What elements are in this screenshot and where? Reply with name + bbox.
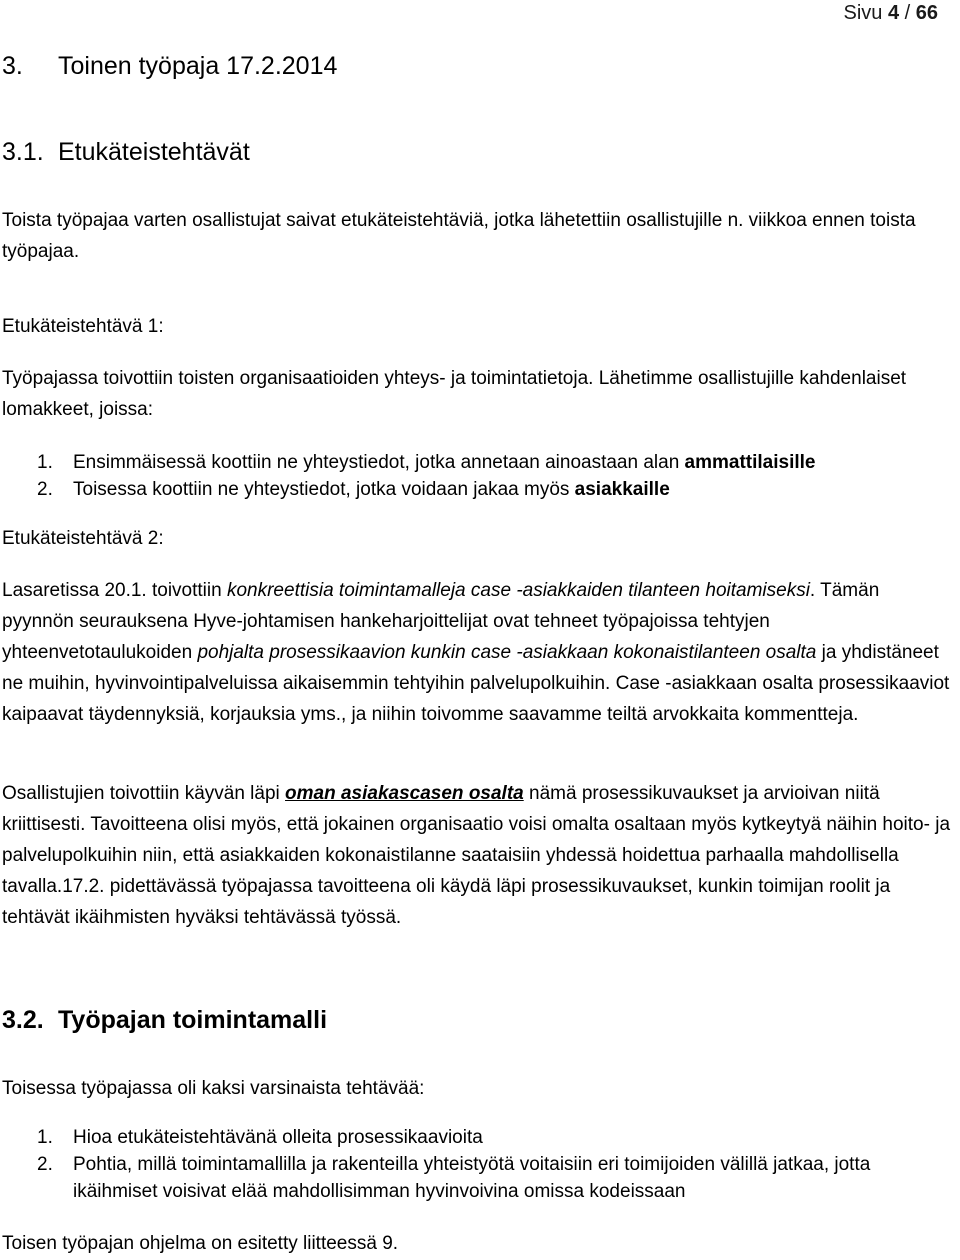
list-number: 1.	[37, 452, 53, 473]
emphasis-run: oman asiakascasen osalta	[285, 783, 524, 804]
list-text: Toisessa koottiin ne yhteystiedot, jotka voidaan jakaa myös	[73, 479, 575, 500]
intro-paragraph: Toista työpajaa varten osallistujat saivat etukäteistehtäviä, jotka lähetettiin osallistujille n. viikkoa ennen toista työpajaa.	[2, 210, 916, 262]
list-bold-word: asiakkaille	[574, 479, 670, 500]
list-text: Pohtia, millä toimintamallilla ja rakenteilla yhteistyötä voitaisiin eri toimijoiden välillä jatkaa, jotta ikäihmiset voisivat elää mahdollisimman hyvinvoivina omissa kodeissaan	[73, 1154, 871, 1202]
task-list-item	[37, 1124, 952, 1151]
task-2-paragraph-1	[2, 575, 952, 730]
text-run: nämä prosessikuvaukset ja arvioivan niitä kriittisesti. Tavoitteena olisi myös, että jokainen organisaatio voisi omalta osaltaan myös kytkeytyä näihin hoito- ja palvelupolkuihin niin, että asiakkaiden kokonaistilanne saataisiin yhdessä hoidettua parhaalla mahdollisella tavalla.17.2. pidettävässä työpajassa tavoitteena oli käydä läpi prosessikuvaukset, kunkin toimijan roolit ja tehtävät ikäihmisten hyväksi tehtävässä työssä.	[2, 783, 951, 928]
list-bold-word: ammattilaisille	[684, 452, 816, 473]
page-number: 4	[887, 2, 900, 24]
italic-run: pohjalta prosessikaavion kunkin case -asiakkaan kokonaistilanteen osalta	[197, 642, 817, 663]
list-number: 2.	[37, 1154, 53, 1175]
section-number: 3.2.	[2, 1006, 44, 1034]
task-list-item	[37, 1151, 952, 1205]
text-run: Osallistujien toivottiin käyvän läpi	[2, 783, 286, 804]
page-separator: /	[899, 2, 916, 24]
text-run: . Tämän pyynnön seurauksena Hyve-johtamisen hankeharjoittelijat ovat tehneet työpajoissa tehtyjen yhteenvetotaulukoiden	[2, 580, 880, 663]
section-title: Työpajan toimintamalli	[58, 1006, 328, 1034]
task-1-list-item	[37, 476, 952, 503]
page-total: 66	[915, 2, 938, 24]
section-3-2-heading	[2, 1006, 327, 1035]
page-word: Sivu	[843, 2, 883, 24]
section-title: Etukäteistehtävät	[58, 138, 250, 166]
list-number: 2.	[37, 479, 53, 500]
task-1-paragraph: Työpajassa toivottiin toisten organisaatioiden yhteys- ja toimintatietoja. Lähetimme osallistujille kahdenlaiset lomakkeet, joissa:	[2, 368, 907, 420]
list-number: 1.	[37, 1127, 53, 1148]
task-2-paragraph-2	[2, 778, 952, 933]
list-text: Hioa etukäteistehtävänä olleita prosessikaavioita	[73, 1127, 483, 1148]
section-3-2-intro: Toisessa työpajassa oli kaksi varsinaista tehtävää:	[2, 1078, 425, 1099]
italic-run: konkreettisia toimintamalleja case -asiakkaiden tilanteen hoitamiseksi	[226, 580, 810, 601]
section-number: 3.	[2, 52, 23, 80]
page-counter	[843, 2, 938, 25]
task-1-list-item	[37, 449, 952, 476]
list-text: Ensimmäisessä koottiin ne yhteystiedot, jotka annetaan ainoastaan alan	[73, 452, 685, 473]
section-title: Toinen työpaja 17.2.2014	[58, 52, 338, 80]
section-3-1-heading	[2, 138, 250, 167]
text-run: Lasaretissa 20.1. toivottiin	[2, 580, 227, 601]
appendix-note: Toisen työpajan ohjelma on esitetty liitteessä 9.	[2, 1233, 399, 1254]
task-1-heading: Etukäteistehtävä 1:	[2, 316, 164, 337]
section-number: 3.1.	[2, 138, 44, 166]
text-run: ja yhdistäneet ne muihin, hyvinvointipalveluissa aikaisemmin tehtyihin palvelupolkuihin. Case -asiakkaan osalta prosessikaaviot kaipaavat täydennyksiä, korjauksia yms., ja niihin toivomme saavamme teiltä arvokkaita kommentteja.	[2, 642, 950, 725]
section-3-heading	[2, 52, 337, 81]
task-2-heading: Etukäteistehtävä 2:	[2, 528, 164, 549]
